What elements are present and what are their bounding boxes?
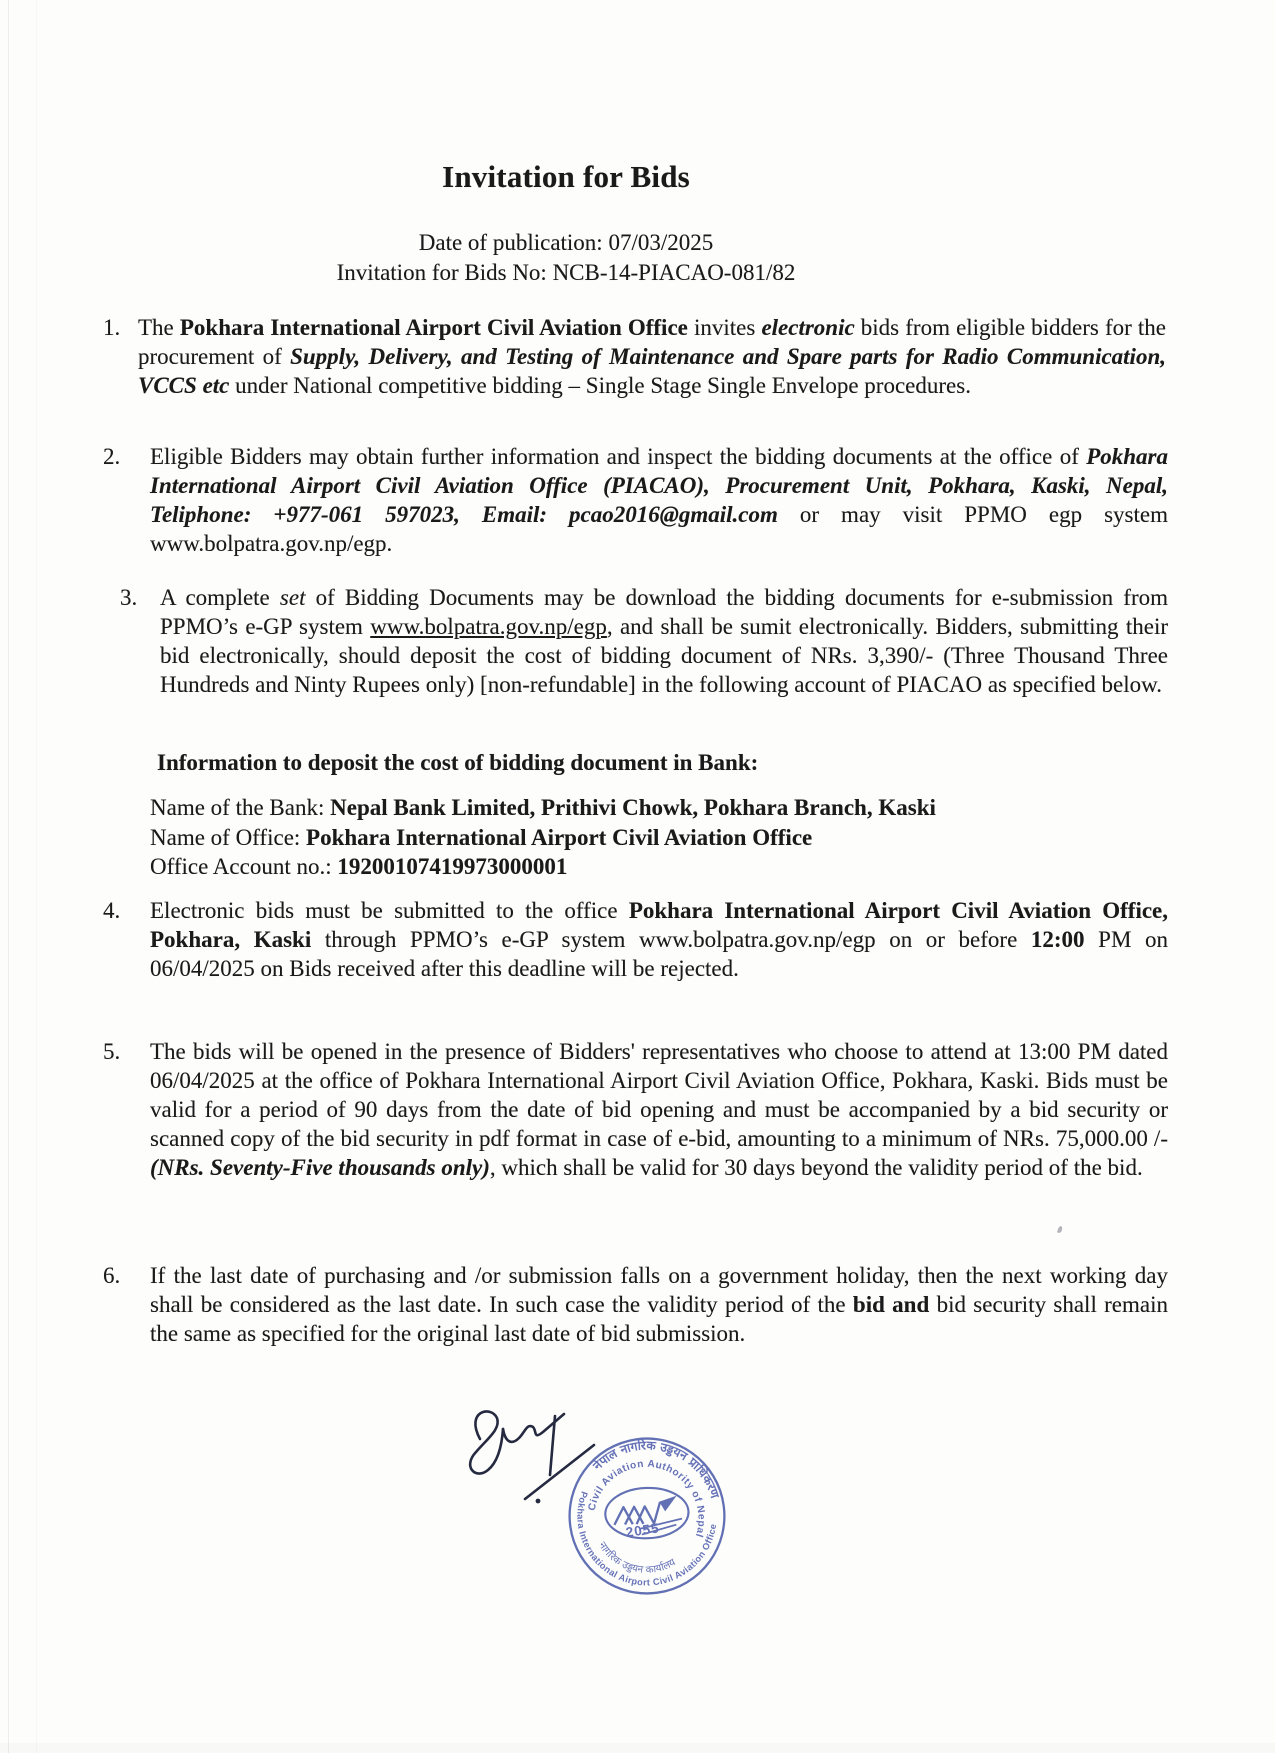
scan-edge-shadow xyxy=(0,1743,1275,1753)
text-run: bid and xyxy=(852,1292,930,1317)
scan-edge-line xyxy=(8,0,9,1753)
text-run: , and shall be sumit electronically. Bidders, submitting their bid electronically, should deposit the cost of bidding document of NRs. 3,390/- (Three Thousand Three Hundreds and Ninty Rupees only) [non-refundable] in the following account of PIACAO as specified below. xyxy=(160,614,1168,697)
paragraph-text xyxy=(120,583,1168,699)
office-name-line xyxy=(150,823,936,853)
numbered-paragraph-4 xyxy=(103,896,1168,983)
numbered-paragraph-6 xyxy=(103,1261,1168,1348)
text-run: PM on 06/04/2025 on Bids received after this deadline will be rejected. xyxy=(150,927,1168,981)
text-run: If the last date of purchasing and /or submission falls on a government holiday, then the next working day shall be considered as the last date. In such case the validity period of the xyxy=(150,1263,1168,1317)
numbered-paragraph-5 xyxy=(103,1037,1168,1182)
text-run: or may visit PPMO egp system www.bolpatra.gov.np/egp. xyxy=(150,502,1168,556)
paragraph-number: 3. xyxy=(120,585,138,610)
paragraph-text xyxy=(103,896,1168,983)
paragraph-text xyxy=(103,1261,1168,1348)
text-run: invites xyxy=(687,315,762,340)
ifb-number-line: Invitation for Bids No: NCB-14-PIACAO-081/82 xyxy=(336,260,796,285)
text-run: Name of the Bank: xyxy=(150,795,331,820)
bank-info-block xyxy=(150,793,936,882)
paragraph-text xyxy=(103,442,1168,558)
stamp-top-nepali-arc: नेपाल नागरिक उड्डयन प्राधिकरण xyxy=(590,1438,722,1500)
paragraph-number: 5. xyxy=(103,1039,121,1064)
scan-speck xyxy=(1057,1226,1063,1234)
text-run: The bids will be opened in the presence of Bidders' representatives who choose to attend at 13:00 PM dated 06/04/2025 at the office of Pokhara International Airport Civil Aviation Office, Pokhara, Kaski. Bids must be valid for a period of 90 days from the date of bid opening and must be accompanied by a bid security or scanned copy of the bid security in pdf format in case of e-bid, amounting to a minimum of NRs. 75,000.00 /- xyxy=(150,1039,1168,1151)
numbered-paragraph-2 xyxy=(103,442,1168,558)
paragraph-text xyxy=(103,313,1166,400)
text-run: www.bolpatra.gov.np/egp xyxy=(370,614,607,639)
signature-stroke xyxy=(470,1411,503,1473)
text-run: Name of Office: xyxy=(150,824,307,850)
text-run: electronic xyxy=(761,315,855,340)
text-run: Pokhara International Airport Civil Aviation Office xyxy=(179,315,688,340)
text-run: Office Account no.: xyxy=(150,854,338,879)
scan-edge-line xyxy=(36,0,37,1753)
text-run: set xyxy=(279,585,306,610)
paragraph-number: 2. xyxy=(103,444,121,469)
text-run: bid security shall remain the same as specified for the original last date of bid submission. xyxy=(150,1292,1168,1346)
text-run: The xyxy=(138,315,180,340)
text-run: 12:00 xyxy=(1030,927,1085,952)
text-run: A complete xyxy=(160,585,280,610)
stamp-bottom-english-arc: Pokhara International Airport Civil Aviation Office xyxy=(575,1490,719,1588)
paragraph-text xyxy=(103,1037,1168,1182)
stamp-year: 2055 xyxy=(624,1520,661,1541)
text-run: 19200107419973000001 xyxy=(337,854,568,879)
publication-date-line: Date of publication: 07/03/2025 xyxy=(418,230,714,255)
text-run: bids from eligible bidders for the procurement of xyxy=(138,315,1166,369)
signature-dot xyxy=(536,1499,541,1504)
bank-name-line xyxy=(150,793,936,823)
numbered-paragraph-1 xyxy=(103,313,1166,400)
text-run: Eligible Bidders may obtain further information and inspect the bidding documents at the office of xyxy=(150,444,1087,469)
document-title: Invitation for Bids xyxy=(442,158,690,194)
numbered-paragraph-3 xyxy=(120,583,1168,699)
text-run: Supply, Delivery, and Testing of Maintenance and Spare parts for Radio Communication, VCCS etc xyxy=(138,344,1166,398)
stamp-top-english-arc: Civil Aviation Authority of Nepal xyxy=(586,1458,707,1539)
paragraph-number: 1. xyxy=(103,315,121,340)
text-run: Pokhara International Airport Civil Aviation Office xyxy=(306,824,813,850)
official-round-stamp xyxy=(558,1427,736,1605)
text-run: Pokhara International Airport Civil Aviation Office (PIACAO), Procurement Unit, Pokhara, Kaski, Nepal, Teliphone: +977-061 597023, Email: pcao2016@gmail.com xyxy=(150,444,1168,527)
text-run: Pokhara International Airport Civil Aviation Office, Pokhara, Kaski xyxy=(150,898,1169,952)
paragraph-number: 6. xyxy=(103,1263,121,1288)
text-run: , which shall be valid for 30 days beyond the validity period of the bid. xyxy=(489,1155,1143,1180)
text-run: under National competitive bidding – Single Stage Single Envelope procedures. xyxy=(229,373,971,398)
text-run: of Bidding Documents may be download the bidding documents for e-submission from PPMO’s e-GP system xyxy=(160,585,1169,639)
caan-emblem xyxy=(604,1487,689,1541)
text-run: through PPMO’s e-GP system www.bolpatra.gov.np/egp on or before xyxy=(311,927,1031,952)
text-run: (NRs. Seventy-Five thousands only) xyxy=(150,1155,490,1180)
account-number-line xyxy=(150,852,936,882)
bank-info-heading: Information to deposit the cost of bidding document in Bank: xyxy=(157,750,759,775)
stamp-bottom-nepali-arc: नागरिक उड्डयन कार्यालय xyxy=(596,1540,678,1577)
text-run: Nepal Bank Limited, Prithivi Chowk, Pokhara Branch, Kaski xyxy=(330,795,936,820)
paragraph-number: 4. xyxy=(103,898,121,923)
text-run: Electronic bids must be submitted to the office xyxy=(150,898,629,923)
document-meta xyxy=(166,228,966,288)
emblem-flag xyxy=(660,1497,676,1511)
